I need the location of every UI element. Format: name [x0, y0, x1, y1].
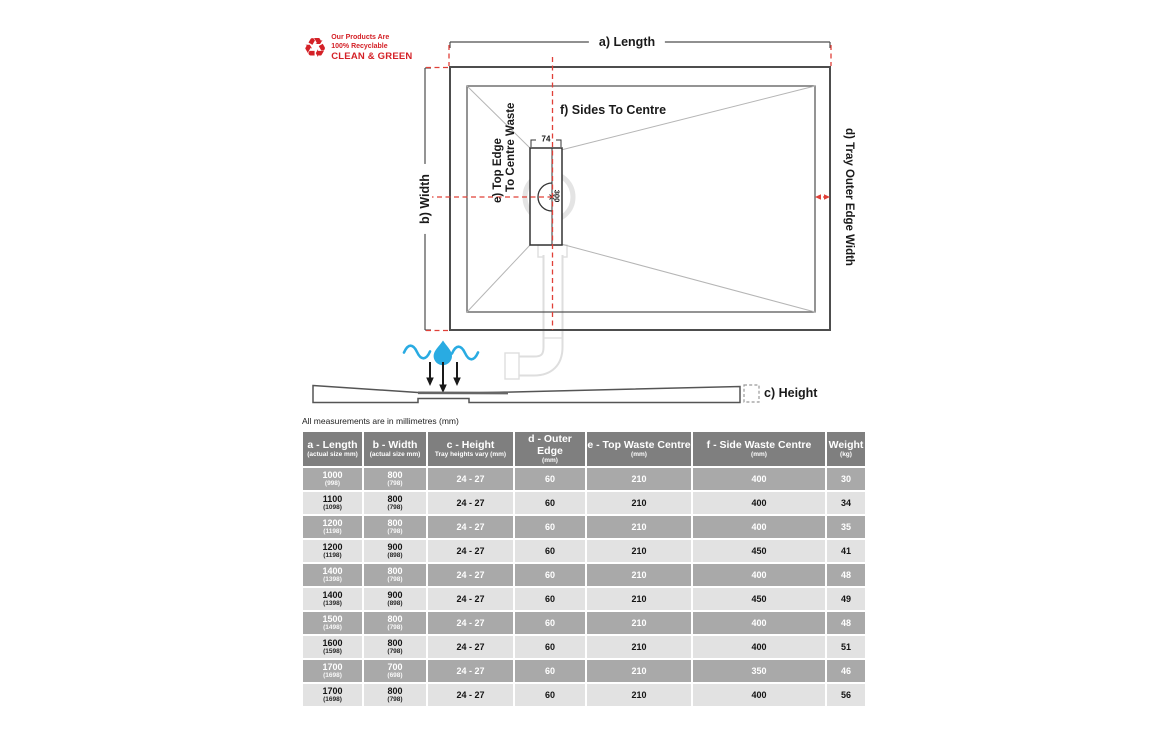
eco-logo-text — [331, 34, 412, 62]
cell-outer-edge: 60 — [515, 516, 585, 538]
cell-outer-edge: 60 — [515, 588, 585, 610]
table-row — [303, 588, 865, 610]
col-header-weight: Weight (kg) — [827, 432, 865, 466]
col-header-outer-edge: d - Outer Edge (mm) — [515, 432, 585, 466]
cell-top-waste-centre: 210 — [587, 636, 691, 658]
cell-width: 800 (798) — [364, 612, 426, 634]
centre-lines-red-dashed — [420, 45, 831, 331]
table-row — [303, 612, 865, 634]
cell-height: 24 - 27 — [428, 564, 513, 586]
table-row — [303, 516, 865, 538]
cell-side-waste-centre: 400 — [693, 468, 825, 490]
cell-length: 1200 (1198) — [303, 516, 362, 538]
cell-top-waste-centre: 210 — [587, 612, 691, 634]
col-header-height: c - Height Tray heights vary (mm) — [428, 432, 513, 466]
logo-line3: CLEAN & GREEN — [331, 51, 413, 62]
cell-width: 700 (698) — [364, 660, 426, 682]
col-header-width: b - Width (actual size mm) — [364, 432, 426, 466]
tray-side-profile — [313, 386, 740, 403]
col-header-top-waste-centre: e - Top Waste Centre (mm) — [587, 432, 691, 466]
table-row — [303, 564, 865, 586]
cell-width: 900 (898) — [364, 540, 426, 562]
cell-side-waste-centre: 400 — [693, 492, 825, 514]
cell-width: 800 (798) — [364, 564, 426, 586]
cell-side-waste-centre: 350 — [693, 660, 825, 682]
cell-height: 24 - 27 — [428, 516, 513, 538]
cell-length: 1700 (1698) — [303, 684, 362, 706]
cell-weight: 51 — [827, 636, 865, 658]
cell-height: 24 - 27 — [428, 588, 513, 610]
table-row — [303, 468, 865, 490]
col-header-side-waste-centre: f - Side Waste Centre (mm) — [693, 432, 825, 466]
cell-weight: 56 — [827, 684, 865, 706]
label-height: c) Height — [764, 386, 818, 400]
outer-edge-arrowheads — [815, 194, 830, 199]
cell-weight: 48 — [827, 564, 865, 586]
logo-line2: 100% Recyclable — [331, 42, 388, 50]
cell-height: 24 - 27 — [428, 492, 513, 514]
cell-side-waste-centre: 400 — [693, 564, 825, 586]
cell-top-waste-centre: 210 — [587, 588, 691, 610]
cell-width: 800 (798) — [364, 516, 426, 538]
cell-height: 24 - 27 — [428, 468, 513, 490]
spec-table — [301, 430, 867, 708]
recycle-icon: ♻ — [303, 32, 328, 63]
cell-height: 24 - 27 — [428, 636, 513, 658]
cell-top-waste-centre: 210 — [587, 468, 691, 490]
label-top-edge-to-centre-waste: e) Top Edge To Centre Waste — [492, 102, 517, 203]
cell-height: 24 - 27 — [428, 660, 513, 682]
cell-length: 1400 (1398) — [303, 588, 362, 610]
table-row — [303, 636, 865, 658]
cell-length: 1100 (1098) — [303, 492, 362, 514]
dimension-lines — [425, 42, 830, 330]
cell-side-waste-centre: 400 — [693, 636, 825, 658]
cell-top-waste-centre: 210 — [587, 660, 691, 682]
water-drop-icon — [404, 341, 478, 366]
cell-weight: 35 — [827, 516, 865, 538]
cell-side-waste-centre: 400 — [693, 684, 825, 706]
cell-side-waste-centre: 400 — [693, 612, 825, 634]
flow-arrows — [426, 362, 461, 393]
slope-fold-lines — [467, 86, 815, 312]
cell-weight: 46 — [827, 660, 865, 682]
spec-table-body — [303, 468, 865, 706]
cell-weight: 34 — [827, 492, 865, 514]
cell-width: 900 (898) — [364, 588, 426, 610]
cell-weight: 48 — [827, 612, 865, 634]
tray-inner-edge-rect — [467, 86, 815, 312]
cell-outer-edge: 60 — [515, 468, 585, 490]
cell-side-waste-centre: 400 — [693, 516, 825, 538]
label-sides-to-centre: f) Sides To Centre — [560, 103, 667, 117]
table-row — [303, 540, 865, 562]
cell-weight: 49 — [827, 588, 865, 610]
cell-width: 800 (798) — [364, 492, 426, 514]
eco-logo — [303, 34, 412, 62]
label-waste-length-300: 300 — [552, 189, 562, 203]
label-length: a) Length — [589, 35, 665, 49]
cell-length: 1000 (998) — [303, 468, 362, 490]
label-waste-width-74: 74 — [541, 134, 551, 144]
cell-side-waste-centre: 450 — [693, 588, 825, 610]
cell-side-waste-centre: 450 — [693, 540, 825, 562]
height-dimension-bracket — [744, 385, 759, 402]
cell-length: 1500 (1498) — [303, 612, 362, 634]
measurements-note: All measurements are in millimetres (mm) — [302, 416, 459, 426]
cell-outer-edge: 60 — [515, 492, 585, 514]
table-row — [303, 684, 865, 706]
cell-top-waste-centre: 210 — [587, 516, 691, 538]
cell-outer-edge: 60 — [515, 564, 585, 586]
cell-length: 1600 (1598) — [303, 636, 362, 658]
cell-outer-edge: 60 — [515, 636, 585, 658]
table-row — [303, 660, 865, 682]
cell-length: 1400 (1398) — [303, 564, 362, 586]
cell-width: 800 (798) — [364, 468, 426, 490]
cell-width: 800 (798) — [364, 636, 426, 658]
cell-outer-edge: 60 — [515, 540, 585, 562]
cell-outer-edge: 60 — [515, 612, 585, 634]
cell-width: 800 (798) — [364, 684, 426, 706]
label-tray-outer-edge-width: d) Tray Outer Edge Width — [843, 128, 855, 266]
spec-table-header — [303, 432, 865, 466]
cell-weight: 41 — [827, 540, 865, 562]
cell-height: 24 - 27 — [428, 684, 513, 706]
cell-weight: 30 — [827, 468, 865, 490]
cell-length: 1700 (1698) — [303, 660, 362, 682]
cell-height: 24 - 27 — [428, 540, 513, 562]
cell-outer-edge: 60 — [515, 660, 585, 682]
cell-top-waste-centre: 210 — [587, 492, 691, 514]
cell-length: 1200 (1198) — [303, 540, 362, 562]
label-width: b) Width — [418, 164, 432, 234]
cell-outer-edge: 60 — [515, 684, 585, 706]
col-header-length: a - Length (actual size mm) — [303, 432, 362, 466]
cell-top-waste-centre: 210 — [587, 684, 691, 706]
cell-top-waste-centre: 210 — [587, 564, 691, 586]
table-row — [303, 492, 865, 514]
cell-height: 24 - 27 — [428, 612, 513, 634]
logo-line1: Our Products Are — [331, 34, 390, 41]
cell-top-waste-centre: 210 — [587, 540, 691, 562]
